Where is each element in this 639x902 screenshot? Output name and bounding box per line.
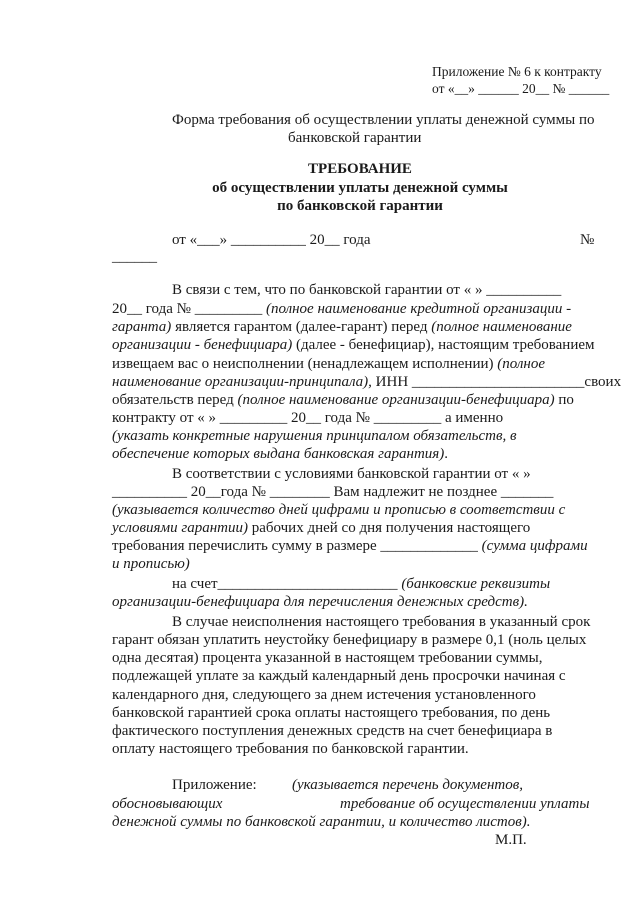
p1-line-4: [112, 336, 595, 355]
p1-line-9: (указать конкретные нарушения принципалом обязательств, в: [112, 428, 517, 444]
doc-subtitle-2: по банковской гарантии: [277, 198, 443, 214]
p2-line-3: (указывается количество дней цифрами и прописью в соответствии с: [112, 502, 566, 518]
p2-l5b: (сумма цифрами: [481, 538, 588, 554]
p1-l4b: (далее - бенефициар), настоящим требованием: [295, 337, 595, 353]
annex-line-2: от «__» ______ 20__ № ______: [432, 81, 610, 96]
p1-line-5: [112, 355, 545, 374]
p2-l4a: условиями гарантии): [112, 520, 248, 536]
p2-l4b: рабочих дней со дня получения настоящего: [247, 520, 531, 536]
date-line: от «___» __________ 20__ года: [172, 232, 371, 248]
number-blank: ______: [112, 249, 157, 265]
p2-line-2: __________ 20__года № ________ Вам надлежит не позднее _______: [112, 484, 554, 500]
p4-line-3: одна десятая) процента указанной в настоящем требовании суммы,: [112, 650, 543, 666]
annex-line-1: Приложение № 6 к контракту: [432, 64, 602, 79]
p4-line-4: подлежащей уплате за каждый календарный день просрочки начиная с: [112, 668, 566, 684]
p4-line-8: оплату настоящего требования по банковской гарантии.: [112, 741, 469, 757]
p2-l5a: требования перечислить сумму в размере _____________: [112, 538, 478, 554]
p4-line-1: В случае неисполнения настоящего требования в указанный срок: [172, 614, 591, 630]
p1-l7b: (полное наименование организации-бенефициара): [237, 392, 555, 408]
p1-l7c: по: [558, 392, 574, 408]
p1-l3c: (полное наименование: [431, 319, 572, 335]
appendix-line-3: денежной суммы по банковской гарантии, и количество листов).: [112, 814, 531, 830]
appendix-line-2a: обосновывающих: [112, 796, 223, 812]
p1-line-7: [112, 391, 574, 410]
p1-l5b: (полное: [497, 356, 546, 372]
stamp-placeholder: М.П.: [495, 832, 527, 848]
p3-line-2: организации-бенефициара для перечисления денежных средств).: [112, 594, 528, 610]
form-title-line-2: банковской гарантии: [288, 130, 422, 146]
p2-line-4: [112, 519, 530, 538]
doc-subtitle-1: об осуществлении уплаты денежной суммы: [212, 180, 508, 196]
p1-l6a: наименование организации-принципала),: [112, 374, 372, 390]
p3-l1a: на счет________________________: [172, 576, 398, 592]
p2-line-6: и прописью): [112, 556, 190, 572]
p1-line-8: контракту от « » _________ 20__ года № _________ а именно: [112, 410, 504, 426]
appendix-line-2b: требование об осуществлении уплаты: [340, 796, 590, 812]
p1-line-2: [112, 300, 571, 319]
form-title-line-1: Форма требования об осуществлении уплаты денежной суммы по: [172, 112, 595, 128]
p3-l1b: (банковские реквизиты: [401, 576, 551, 592]
p1-line-3: [112, 318, 572, 337]
p2-line-5: [112, 537, 588, 556]
p4-line-6: банковской гарантией срока оплаты настоящего требования, по день: [112, 705, 551, 721]
appendix-label: Приложение:: [172, 777, 257, 793]
p1-l2b: (полное наименование кредитной организации -: [265, 301, 572, 317]
p3-line-1: [172, 575, 550, 594]
p4-line-2: гарант обязан уплатить неустойку бенефициару в размере 0,1 (ноль целых: [112, 632, 587, 648]
p1-line-1: В связи с тем, что по банковской гарантии от « » __________: [172, 282, 562, 298]
p1-l10a: обеспечение которых выдана банковская гарантия): [112, 446, 445, 462]
appendix-line-1: (указывается перечень документов,: [292, 777, 523, 793]
p4-line-5: календарного дня, следующего за днем истечения установленного: [112, 687, 536, 703]
p1-l2a: 20__ года № _________: [112, 301, 263, 317]
p1-l6b: ИНН _______________________своих: [375, 374, 622, 390]
p1-line-6: [112, 373, 621, 392]
p1-l4a: организации - бенефициара): [112, 337, 293, 353]
p4-line-7: фактического поступления денежных средств на счет бенефициара в: [112, 723, 553, 739]
p1-l7a: обязательств перед: [112, 392, 234, 408]
p2-line-1: В соответствии с условиями банковской гарантии от « »: [172, 466, 531, 482]
p1-l3a: гаранта): [112, 319, 172, 335]
p1-line-10: [112, 445, 448, 464]
number-sign: №: [580, 232, 595, 248]
doc-title: ТРЕБОВАНИЕ: [308, 161, 412, 177]
p1-l3b: является гарантом (далее-гарант) перед: [175, 319, 428, 335]
p1-l10b: .: [444, 446, 448, 462]
p1-l5: извещаем вас о неисполнении (ненадлежащем исполнении): [112, 356, 494, 372]
